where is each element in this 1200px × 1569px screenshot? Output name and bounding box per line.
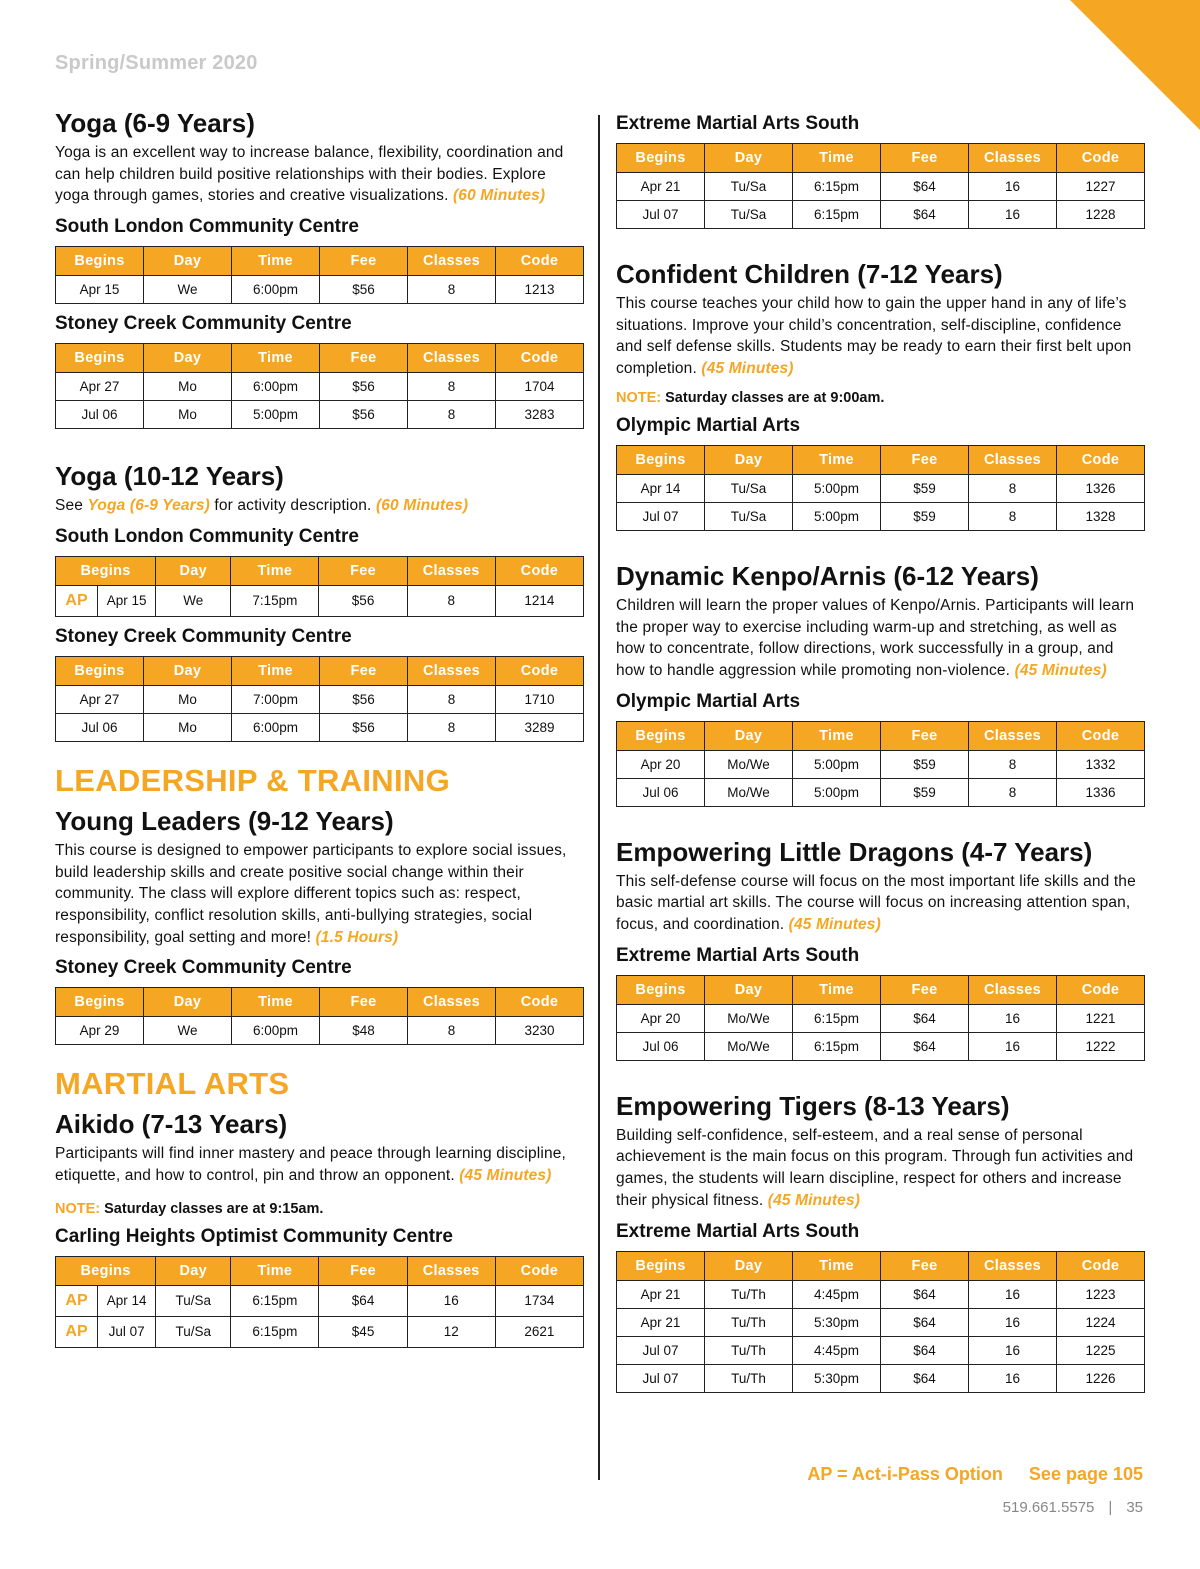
- column-header: Code: [496, 656, 584, 685]
- schedule-table: [616, 1251, 1145, 1393]
- table-cell: $59: [881, 750, 969, 778]
- column-header: Code: [1057, 975, 1145, 1004]
- table-cell: Apr 21: [617, 1280, 705, 1308]
- table-cell: 6:15pm: [793, 173, 881, 201]
- table-cell: Tu/Sa: [705, 474, 793, 502]
- season-label: Spring/Summer 2020: [55, 52, 258, 74]
- table-cell: Apr 14: [617, 474, 705, 502]
- column-header: Code: [495, 556, 583, 585]
- table-cell: 16: [969, 1032, 1057, 1060]
- table-cell: 6:15pm: [793, 1004, 881, 1032]
- table-cell: 5:00pm: [793, 502, 881, 530]
- column-header: Classes: [969, 445, 1057, 474]
- course-confident-children: [616, 259, 1145, 531]
- course-title: Empowering Tigers (8-13 Years): [616, 1090, 1010, 1121]
- column-header: Time: [231, 556, 319, 585]
- table-cell: 8: [407, 585, 495, 616]
- table-cell: 6:00pm: [232, 713, 320, 741]
- column-header: Begins: [617, 1251, 705, 1280]
- schedule-table: [616, 721, 1145, 807]
- column-header: Begins: [56, 656, 144, 685]
- column-header: Day: [144, 247, 232, 276]
- table-cell: 5:00pm: [793, 750, 881, 778]
- course-note: NOTE: Saturday classes are at 9:00am.: [616, 389, 885, 406]
- table-cell: 8: [408, 713, 496, 741]
- schedule-table: [55, 987, 584, 1045]
- section-heading-martial-arts: MARTIAL ARTS: [55, 1066, 290, 1102]
- column-header: Time: [232, 344, 320, 373]
- column-header: Begins: [56, 556, 156, 585]
- table-cell: $45: [319, 1316, 407, 1347]
- table-row: [617, 1004, 1145, 1032]
- schedule-table: [55, 656, 584, 742]
- table-cell: Apr 14: [98, 1285, 156, 1316]
- table-cell: 3283: [496, 401, 584, 429]
- table-cell: $59: [881, 778, 969, 806]
- table-cell: $56: [319, 585, 407, 616]
- table-cell: $64: [881, 1364, 969, 1392]
- table-cell: Tu/Th: [705, 1280, 793, 1308]
- table-cell: 8: [969, 750, 1057, 778]
- course-young-leaders: [55, 806, 584, 1046]
- table-cell: 1228: [1057, 201, 1145, 229]
- table-cell: Jul 06: [56, 401, 144, 429]
- venue-name: Olympic Martial Arts: [616, 414, 801, 436]
- table-cell: 1224: [1057, 1308, 1145, 1336]
- course-title: Young Leaders (9-12 Years): [55, 805, 394, 836]
- table-row: [56, 401, 584, 429]
- course-little-dragons: [616, 837, 1145, 1061]
- column-header: Code: [495, 1256, 583, 1285]
- table-cell: Mo: [144, 713, 232, 741]
- table-cell: Tu/Sa: [705, 201, 793, 229]
- column-divider: [598, 115, 600, 1480]
- table-cell: 12: [407, 1316, 495, 1347]
- column-header: Classes: [407, 556, 495, 585]
- course-note: NOTE: Saturday classes are at 9:15am.: [55, 1200, 324, 1217]
- table-row: [56, 1285, 584, 1316]
- table-cell: 16: [969, 201, 1057, 229]
- column-header: Day: [156, 1256, 231, 1285]
- column-header: Begins: [56, 247, 144, 276]
- table-cell: 5:00pm: [793, 474, 881, 502]
- course-title: Aikido (7-13 Years): [55, 1109, 288, 1140]
- table-cell: Tu/Sa: [705, 502, 793, 530]
- column-header: Fee: [881, 445, 969, 474]
- schedule-table: [55, 246, 584, 304]
- table-cell: Apr 15: [56, 276, 144, 304]
- table-cell: Tu/Th: [705, 1364, 793, 1392]
- table-cell: 1326: [1057, 474, 1145, 502]
- course-description: See Yoga (6-9 Years) for activity description. (60 Minutes): [55, 497, 469, 515]
- table-cell: 5:00pm: [793, 778, 881, 806]
- table-cell: Apr 21: [617, 173, 705, 201]
- table-cell: Jul 06: [56, 713, 144, 741]
- course-duration: (45 Minutes): [1014, 661, 1107, 679]
- table-cell: 16: [969, 1004, 1057, 1032]
- table-cell: Mo/We: [705, 750, 793, 778]
- table-cell: We: [156, 585, 231, 616]
- course-tigers: [616, 1091, 1145, 1393]
- table-cell: $64: [881, 1308, 969, 1336]
- course-aikido: [55, 1109, 584, 1347]
- column-header: Code: [496, 344, 584, 373]
- column-header: Fee: [320, 656, 408, 685]
- table-cell: 7:15pm: [231, 585, 319, 616]
- table-row: [617, 1336, 1145, 1364]
- schedule-table: [616, 445, 1145, 531]
- page-footer: [1003, 1499, 1143, 1516]
- table-header-row: [56, 1256, 584, 1285]
- column-header: Fee: [881, 1251, 969, 1280]
- table-cell: 1222: [1057, 1032, 1145, 1060]
- venue-name: Carling Heights Optimist Community Centre: [55, 1225, 453, 1247]
- venue-name: Stoney Creek Community Centre: [55, 625, 352, 647]
- table-row: [56, 1316, 584, 1347]
- table-row: [617, 1364, 1145, 1392]
- venue-name: Olympic Martial Arts: [616, 690, 801, 712]
- table-row: [617, 474, 1145, 502]
- table-cell: 4:45pm: [793, 1336, 881, 1364]
- table-cell: 4:45pm: [793, 1280, 881, 1308]
- column-header: Time: [232, 656, 320, 685]
- table-cell: 1328: [1057, 502, 1145, 530]
- table-header-row: [56, 344, 584, 373]
- table-cell: 3230: [496, 1017, 584, 1045]
- table-cell: $64: [881, 201, 969, 229]
- table-row: [56, 373, 584, 401]
- table-row: [56, 685, 584, 713]
- table-cell: Mo/We: [705, 1004, 793, 1032]
- table-cell: 8: [408, 373, 496, 401]
- table-cell: Mo/We: [705, 1032, 793, 1060]
- column-header: Begins: [56, 988, 144, 1017]
- table-cell: 1227: [1057, 173, 1145, 201]
- course-title: Yoga (10-12 Years): [55, 461, 284, 492]
- table-header-row: [617, 445, 1145, 474]
- table-cell: $56: [320, 373, 408, 401]
- table-cell: 1214: [495, 585, 583, 616]
- table-row: [617, 1308, 1145, 1336]
- table-cell: $64: [881, 173, 969, 201]
- table-cell: 16: [969, 1364, 1057, 1392]
- course-extreme-top: [616, 112, 1145, 229]
- table-cell: 1225: [1057, 1336, 1145, 1364]
- course-description: Building self-confidence, self-esteem, and a real sense of personal achievement is the main focus on this program. Through fun activities and games, the students will learn discipline, respect for others and increase their physical fitness. (45 Minutes): [616, 1126, 1134, 1209]
- act-i-pass-badge: AP: [56, 1316, 98, 1347]
- column-header: Day: [156, 556, 231, 585]
- table-cell: Jul 07: [617, 1336, 705, 1364]
- column-header: Fee: [320, 344, 408, 373]
- table-cell: 16: [969, 173, 1057, 201]
- course-duration: (45 Minutes): [788, 916, 881, 934]
- column-header: Fee: [319, 556, 407, 585]
- table-cell: 16: [969, 1280, 1057, 1308]
- column-header: Fee: [320, 988, 408, 1017]
- table-row: [56, 713, 584, 741]
- ap-legend-text: AP = Act-i-Pass Option: [807, 1464, 1003, 1484]
- column-header: Day: [705, 721, 793, 750]
- table-cell: Apr 21: [617, 1308, 705, 1336]
- table-cell: Tu/Th: [705, 1336, 793, 1364]
- table-row: [617, 502, 1145, 530]
- table-cell: 5:00pm: [232, 401, 320, 429]
- table-cell: 1336: [1057, 778, 1145, 806]
- venue-name: Stoney Creek Community Centre: [55, 957, 352, 979]
- table-cell: Mo: [144, 401, 232, 429]
- course-duration: (45 Minutes): [459, 1167, 552, 1185]
- table-cell: Apr 20: [617, 750, 705, 778]
- column-header: Time: [232, 247, 320, 276]
- table-cell: Tu/Th: [705, 1308, 793, 1336]
- table-cell: Apr 29: [56, 1017, 144, 1045]
- column-header: Code: [1057, 144, 1145, 173]
- table-cell: $56: [320, 276, 408, 304]
- table-header-row: [617, 1251, 1145, 1280]
- table-cell: $64: [881, 1280, 969, 1308]
- table-row: [617, 750, 1145, 778]
- section-heading-leadership: LEADERSHIP & TRAINING: [55, 762, 450, 798]
- table-cell: $56: [320, 401, 408, 429]
- course-title: Empowering Little Dragons (4-7 Years): [616, 836, 1093, 867]
- table-row: [617, 1032, 1145, 1060]
- right-column: [616, 108, 1145, 1415]
- column-header: Day: [705, 1251, 793, 1280]
- column-header: Time: [793, 721, 881, 750]
- column-header: Code: [496, 247, 584, 276]
- table-cell: 8: [408, 685, 496, 713]
- table-cell: 1710: [496, 685, 584, 713]
- table-cell: Mo: [144, 685, 232, 713]
- table-cell: 16: [407, 1285, 495, 1316]
- table-cell: Jul 06: [617, 1032, 705, 1060]
- act-i-pass-badge: AP: [56, 1285, 98, 1316]
- venue-name: Stoney Creek Community Centre: [55, 313, 352, 335]
- venue-name: Extreme Martial Arts South: [616, 113, 860, 134]
- table-cell: Apr 20: [617, 1004, 705, 1032]
- table-cell: Apr 27: [56, 373, 144, 401]
- table-cell: 8: [969, 778, 1057, 806]
- column-header: Fee: [881, 144, 969, 173]
- table-header-row: [617, 975, 1145, 1004]
- column-header: Code: [1057, 445, 1145, 474]
- column-header: Begins: [617, 975, 705, 1004]
- column-header: Day: [705, 445, 793, 474]
- table-cell: Tu/Sa: [156, 1285, 231, 1316]
- table-cell: Apr 27: [56, 685, 144, 713]
- column-header: Begins: [56, 1256, 156, 1285]
- table-cell: 5:30pm: [793, 1364, 881, 1392]
- venue-name: Extreme Martial Arts South: [616, 1220, 860, 1242]
- column-header: Code: [1057, 721, 1145, 750]
- table-cell: 8: [408, 1017, 496, 1045]
- column-header: Day: [705, 144, 793, 173]
- table-cell: $56: [320, 713, 408, 741]
- table-cell: Jul 07: [617, 502, 705, 530]
- table-cell: $64: [881, 1032, 969, 1060]
- course-reference-link: Yoga (6-9 Years): [87, 497, 210, 515]
- table-row: [617, 1280, 1145, 1308]
- table-cell: 3289: [496, 713, 584, 741]
- table-row: [56, 1017, 584, 1045]
- phone-number: 519.661.5575: [1002, 1499, 1095, 1516]
- schedule-table: [616, 975, 1145, 1061]
- column-header: Classes: [969, 1251, 1057, 1280]
- column-header: Classes: [969, 975, 1057, 1004]
- table-cell: $48: [320, 1017, 408, 1045]
- column-header: Begins: [617, 445, 705, 474]
- table-row: [56, 585, 584, 616]
- column-header: Time: [231, 1256, 319, 1285]
- course-duration: (60 Minutes): [375, 497, 469, 515]
- table-header-row: [56, 656, 584, 685]
- table-cell: Mo: [144, 373, 232, 401]
- venue-name: South London Community Centre: [55, 525, 359, 547]
- table-cell: Mo/We: [705, 778, 793, 806]
- course-description: This course teaches your child how to gain the upper hand in any of life’s situations. Improve your child’s concentration, self-discipline, confidence and self defense skills. Students may be ready to earn their first belt upon completion. (45 Minutes): [616, 295, 1132, 378]
- column-header: Day: [144, 988, 232, 1017]
- column-header: Fee: [881, 975, 969, 1004]
- table-cell: 6:00pm: [232, 276, 320, 304]
- table-header-row: [617, 144, 1145, 173]
- course-duration: (45 Minutes): [701, 360, 794, 378]
- table-cell: 2621: [495, 1316, 583, 1347]
- table-cell: We: [144, 1017, 232, 1045]
- table-cell: 6:00pm: [232, 373, 320, 401]
- column-header: Code: [1057, 1251, 1145, 1280]
- table-cell: 1332: [1057, 750, 1145, 778]
- table-cell: Jul 07: [617, 1364, 705, 1392]
- column-header: Fee: [881, 721, 969, 750]
- course-title: Dynamic Kenpo/Arnis (6-12 Years): [616, 560, 1039, 591]
- course-title: Yoga (6-9 Years): [55, 108, 255, 138]
- table-cell: 6:15pm: [231, 1285, 319, 1316]
- course-yoga-10-12: [55, 461, 584, 742]
- act-i-pass-badge: AP: [56, 585, 98, 616]
- course-yoga-6-9: [55, 108, 584, 429]
- table-cell: 8: [969, 474, 1057, 502]
- column-header: Day: [705, 975, 793, 1004]
- table-cell: Jul 06: [617, 778, 705, 806]
- column-header: Time: [793, 1251, 881, 1280]
- schedule-table: [55, 343, 584, 429]
- table-cell: 1213: [496, 276, 584, 304]
- table-cell: Jul 07: [617, 201, 705, 229]
- schedule-table: [616, 143, 1145, 229]
- table-cell: 1223: [1057, 1280, 1145, 1308]
- table-cell: 6:15pm: [231, 1316, 319, 1347]
- column-header: Classes: [969, 144, 1057, 173]
- page-number: 35: [1126, 1499, 1143, 1516]
- column-header: Time: [793, 445, 881, 474]
- schedule-table: [55, 556, 584, 617]
- column-header: Classes: [408, 656, 496, 685]
- column-header: Time: [232, 988, 320, 1017]
- course-description: Participants will find inner mastery and peace through learning discipline, etiquette, and how to control, pin and throw an opponent. (45 Minutes): [55, 1145, 566, 1185]
- table-cell: 8: [408, 276, 496, 304]
- table-cell: Tu/Sa: [156, 1316, 231, 1347]
- table-row: [56, 276, 584, 304]
- column-header: Fee: [319, 1256, 407, 1285]
- table-cell: 5:30pm: [793, 1308, 881, 1336]
- course-description: Children will learn the proper values of Kenpo/Arnis. Participants will learn the proper way to exercise including warm-up and stretching, as well as how to concentrate, follow directions, work successfully in a group, and how to handle aggression while promoting non-violence. (45 Minutes): [616, 596, 1135, 679]
- course-title: Confident Children (7-12 Years): [616, 259, 1003, 289]
- course-description: This course is designed to empower participants to explore social issues, build leadership skills and create positive social change within their community. The class will explore different topics such as: respect, responsibility, conflict resolution skills, anti-bullying strategies, social responsibility, goal setting and more! (1.5 Hours): [55, 841, 567, 946]
- table-cell: 6:15pm: [793, 1032, 881, 1060]
- table-cell: 8: [969, 502, 1057, 530]
- table-cell: 1221: [1057, 1004, 1145, 1032]
- table-cell: Apr 15: [98, 585, 156, 616]
- table-cell: 7:00pm: [232, 685, 320, 713]
- table-cell: 8: [408, 401, 496, 429]
- venue-name: South London Community Centre: [55, 216, 359, 238]
- venue-name: Extreme Martial Arts South: [616, 944, 860, 966]
- column-header: Time: [793, 144, 881, 173]
- column-header: Fee: [320, 247, 408, 276]
- table-cell: 1734: [495, 1285, 583, 1316]
- table-cell: 1704: [496, 373, 584, 401]
- column-header: Time: [793, 975, 881, 1004]
- left-column: [55, 108, 584, 1370]
- table-cell: Tu/Sa: [705, 173, 793, 201]
- table-cell: We: [144, 276, 232, 304]
- table-row: [617, 778, 1145, 806]
- course-duration: (1.5 Hours): [315, 928, 399, 946]
- column-header: Day: [144, 344, 232, 373]
- course-kenpo-arnis: [616, 561, 1145, 807]
- column-header: Begins: [56, 344, 144, 373]
- table-cell: $64: [881, 1336, 969, 1364]
- column-header: Classes: [407, 1256, 495, 1285]
- course-duration: (45 Minutes): [767, 1191, 861, 1209]
- column-header: Classes: [408, 988, 496, 1017]
- course-duration: (60 Minutes): [453, 187, 546, 205]
- table-header-row: [617, 721, 1145, 750]
- table-cell: $64: [319, 1285, 407, 1316]
- column-header: Begins: [617, 721, 705, 750]
- footer-separator: |: [1108, 1499, 1113, 1516]
- see-page-link[interactable]: See page 105: [1028, 1464, 1143, 1484]
- table-cell: $56: [320, 685, 408, 713]
- table-header-row: [56, 988, 584, 1017]
- course-description: This self-defense course will focus on the most important life skills and the basic martial art skills. The course will focus on increasing attention span, focus, and coordination. (45 Minutes): [616, 872, 1136, 934]
- table-cell: 16: [969, 1336, 1057, 1364]
- table-cell: Jul 07: [98, 1316, 156, 1347]
- column-header: Classes: [408, 247, 496, 276]
- table-header-row: [56, 556, 584, 585]
- column-header: Code: [496, 988, 584, 1017]
- table-cell: 6:00pm: [232, 1017, 320, 1045]
- table-header-row: [56, 247, 584, 276]
- column-header: Classes: [408, 344, 496, 373]
- schedule-table: [55, 1256, 584, 1348]
- table-cell: 6:15pm: [793, 201, 881, 229]
- table-cell: $59: [881, 502, 969, 530]
- course-description: Yoga is an excellent way to increase balance, flexibility, coordination and can help children build positive relationships with their bodies. Explore yoga through games, stories and creative visualizations. (60 Minutes): [55, 144, 564, 205]
- table-row: [617, 201, 1145, 229]
- table-cell: $64: [881, 1004, 969, 1032]
- table-row: [617, 173, 1145, 201]
- table-cell: 16: [969, 1308, 1057, 1336]
- table-cell: 1226: [1057, 1364, 1145, 1392]
- column-header: Day: [144, 656, 232, 685]
- table-cell: $59: [881, 474, 969, 502]
- column-header: Classes: [969, 721, 1057, 750]
- column-header: Begins: [617, 144, 705, 173]
- act-i-pass-legend: [807, 1464, 1143, 1485]
